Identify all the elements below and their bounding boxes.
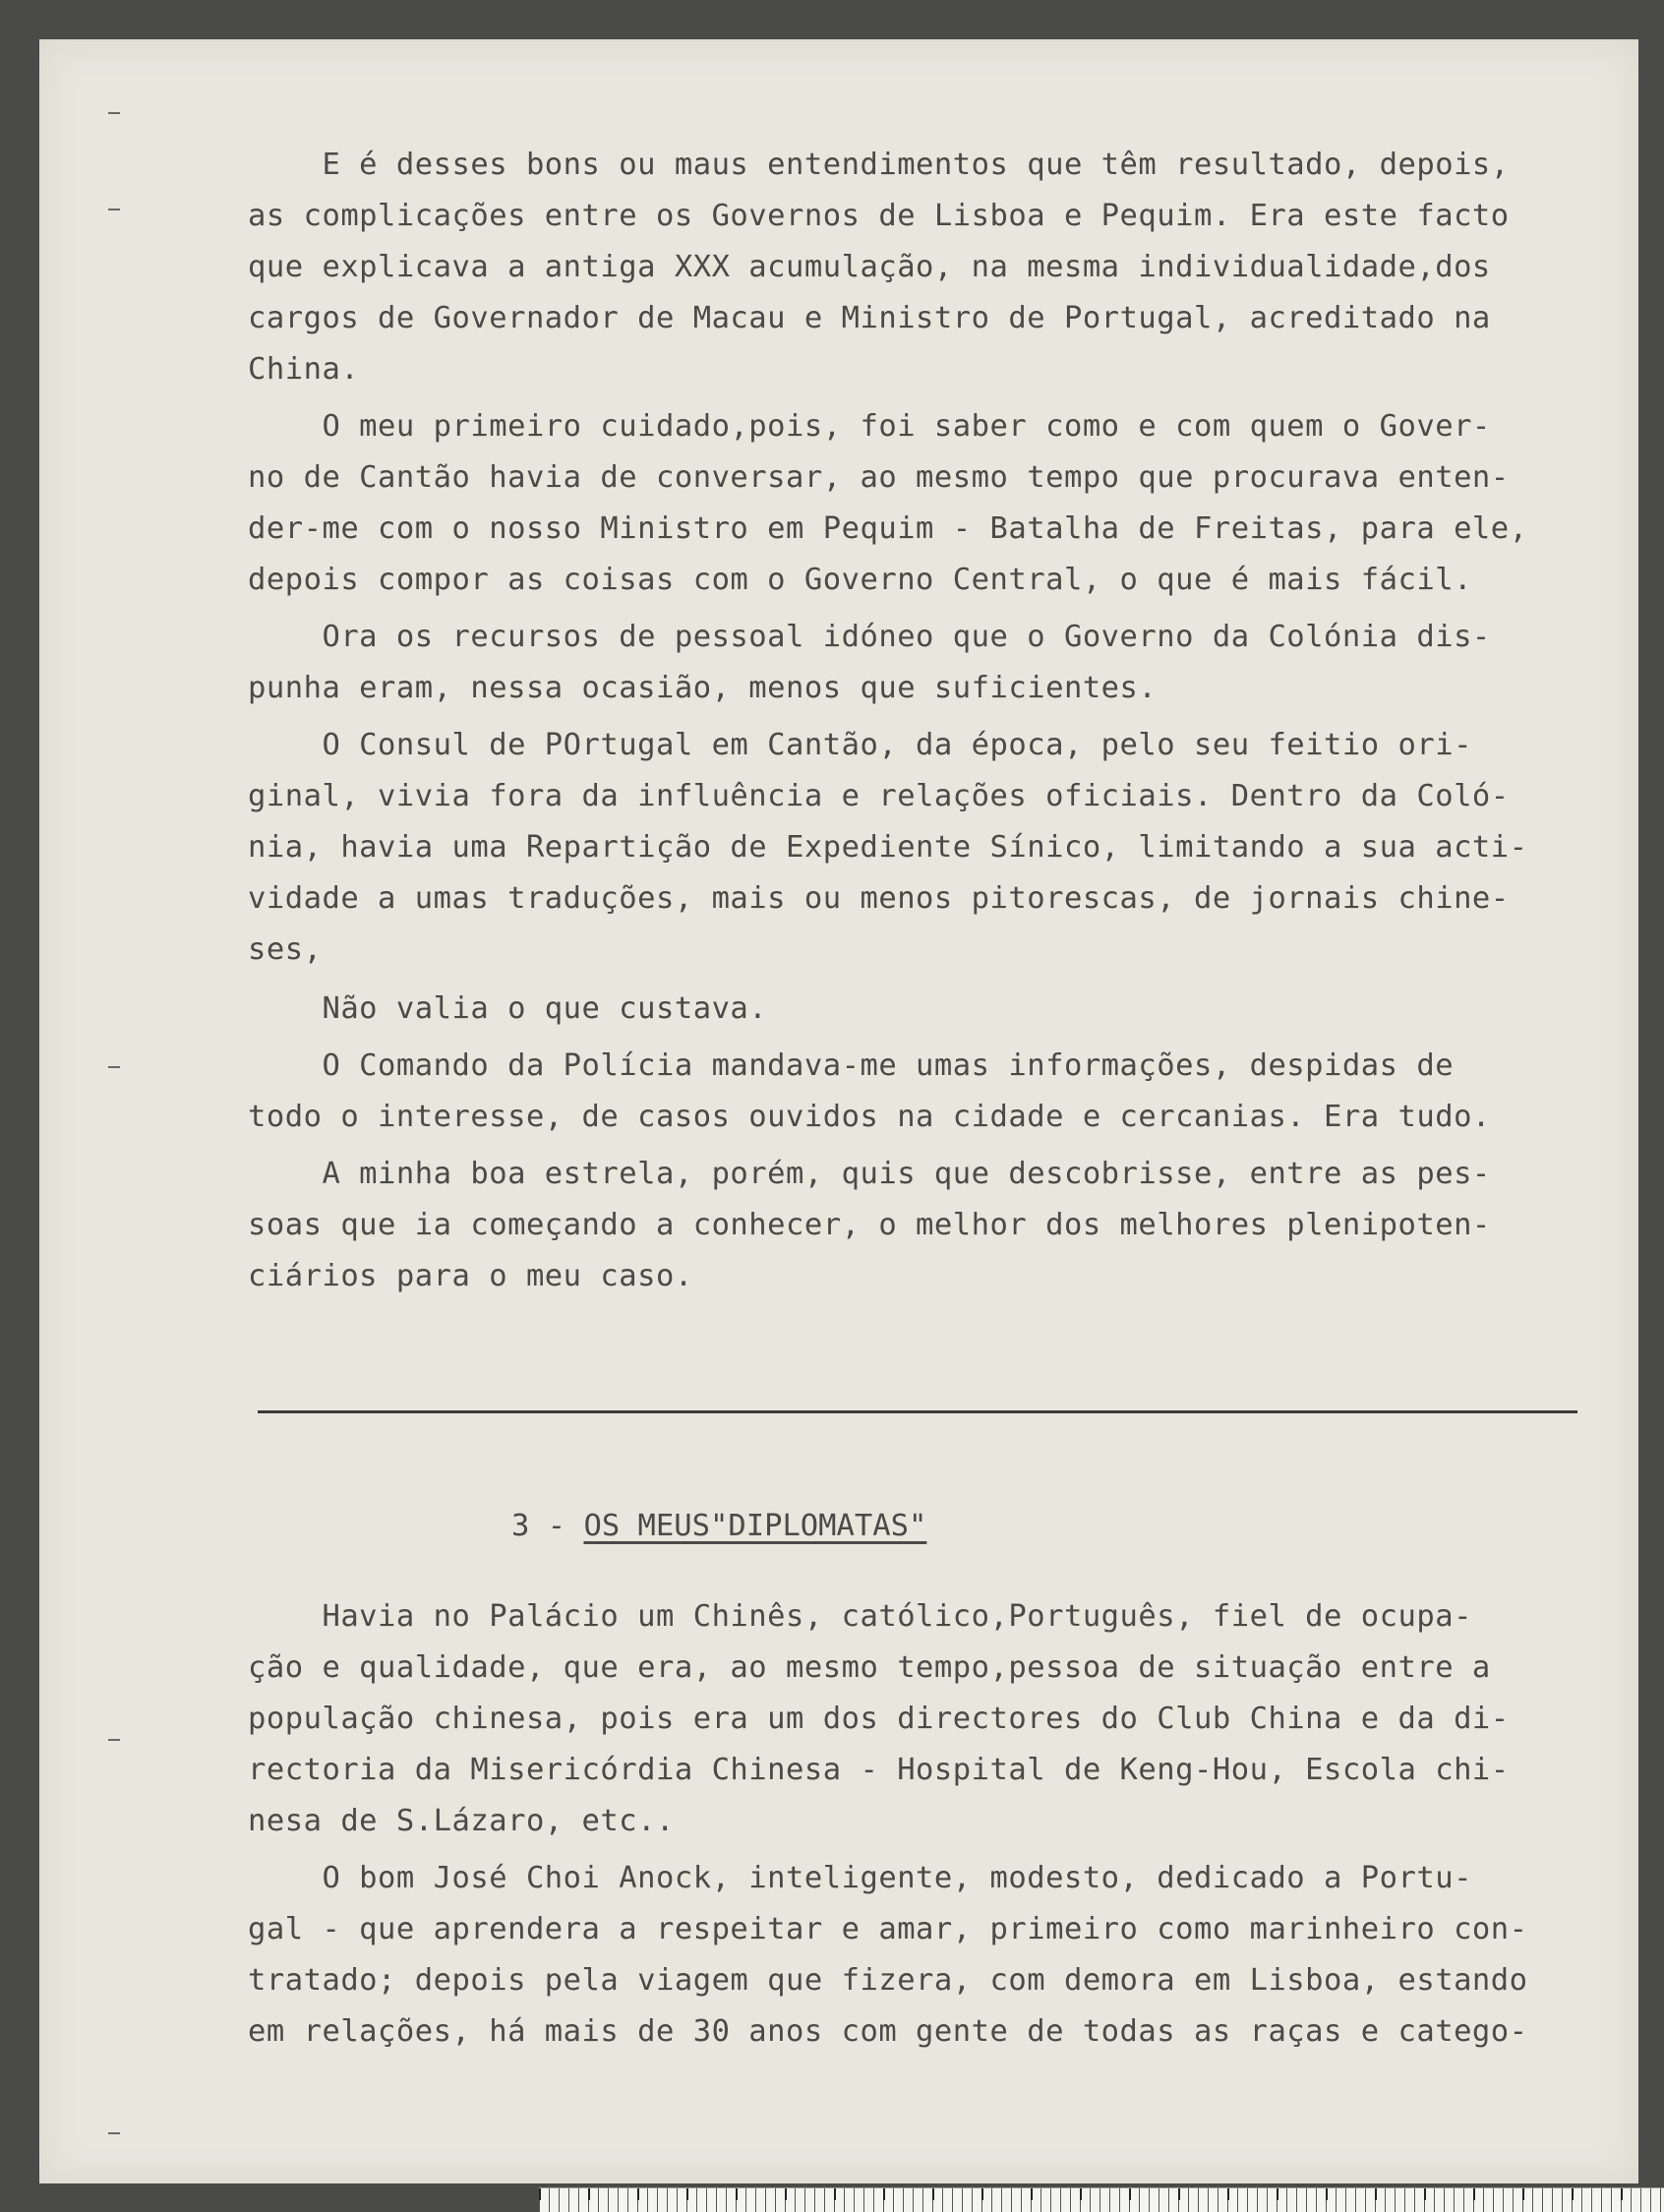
scale-ruler	[539, 2187, 1664, 2212]
text-line: ginal, vivia fora da influência e relações oficiais. Dentro da Coló-	[248, 779, 1510, 813]
text-line: der-me com o nosso Ministro em Pequim - Batalha de Freitas, para ele,	[248, 511, 1528, 546]
text-line: Havia no Palácio um Chinês, católico,Português, fiel de ocupa-	[248, 1599, 1472, 1634]
text-line: punha eram, nessa ocasião, menos que suficientes.	[248, 671, 1158, 705]
section-title: OS MEUS"DIPLOMATAS"	[583, 1509, 927, 1543]
margin-mark	[108, 1739, 120, 1741]
text-line: O Comando da Polícia mandava-me umas informações, despidas de	[248, 1048, 1455, 1083]
section-divider	[258, 1410, 1577, 1413]
text-line: nesa de S.Lázaro, etc..	[248, 1804, 675, 1838]
text-line: população chinesa, pois era um dos directores do Club China e da di-	[248, 1702, 1510, 1736]
text-line: O bom José Choi Anock, inteligente, modesto, dedicado a Portu-	[248, 1861, 1472, 1895]
text-line: cargos de Governador de Macau e Ministro de Portugal, acreditado na	[248, 301, 1491, 335]
text-line: E é desses bons ou maus entendimentos que têm resultado, depois,	[248, 148, 1510, 182]
text-line: no de Cantão havia de conversar, ao mesmo tempo que procurava enten-	[248, 460, 1510, 495]
text-line: nia, havia uma Repartição de Expediente Sínico, limitando a sua acti-	[248, 830, 1528, 865]
text-line: ção e qualidade, que era, ao mesmo tempo,pessoa de situação entre a	[248, 1650, 1491, 1685]
text-line: vidade a umas traduções, mais ou menos pitorescas, de jornais chine-	[248, 881, 1510, 916]
text-line: em relações, há mais de 30 anos com gente de todas as raças e catego-	[248, 2014, 1528, 2049]
margin-mark	[108, 112, 120, 114]
text-line: Ora os recursos de pessoal idóneo que o Governo da Colónia dis-	[248, 620, 1491, 654]
text-line: O Consul de POrtugal em Cantão, da época, pelo seu feitio ori-	[248, 728, 1472, 762]
margin-mark	[108, 2132, 120, 2134]
section-number: 3 -	[511, 1509, 584, 1543]
document-page	[39, 39, 1638, 2183]
text-line: soas que ia começando a conhecer, o melhor dos melhores plenipoten-	[248, 1208, 1491, 1242]
text-line: China.	[248, 352, 360, 387]
text-line: ses,	[248, 932, 323, 967]
text-line: ciários para o meu caso.	[248, 1259, 693, 1293]
margin-mark	[108, 1066, 120, 1068]
text-line: todo o interesse, de casos ouvidos na cidade e cercanias. Era tudo.	[248, 1100, 1491, 1134]
text-line: tratado; depois pela viagem que fizera, com demora em Lisboa, estando	[248, 1963, 1528, 1998]
margin-mark	[108, 209, 120, 210]
text-line: O meu primeiro cuidado,pois, foi saber como e com quem o Gover-	[248, 409, 1491, 444]
text-line: depois compor as coisas com o Governo Central, o que é mais fácil.	[248, 563, 1472, 597]
text-line: Não valia o que custava.	[248, 991, 768, 1026]
text-line: A minha boa estrela, porém, quis que descobrisse, entre as pes-	[248, 1157, 1491, 1191]
text-line: as complicações entre os Governos de Lisboa e Pequim. Era este facto	[248, 199, 1510, 233]
text-line: que explicava a antiga XXX acumulação, na mesma individualidade,dos	[248, 250, 1491, 284]
text-line: gal - que aprendera a respeitar e amar, primeiro como marinheiro con-	[248, 1912, 1528, 1946]
section-heading	[511, 1509, 926, 1543]
text-line: rectoria da Misericórdia Chinesa - Hospital de Keng-Hou, Escola chi-	[248, 1753, 1510, 1787]
